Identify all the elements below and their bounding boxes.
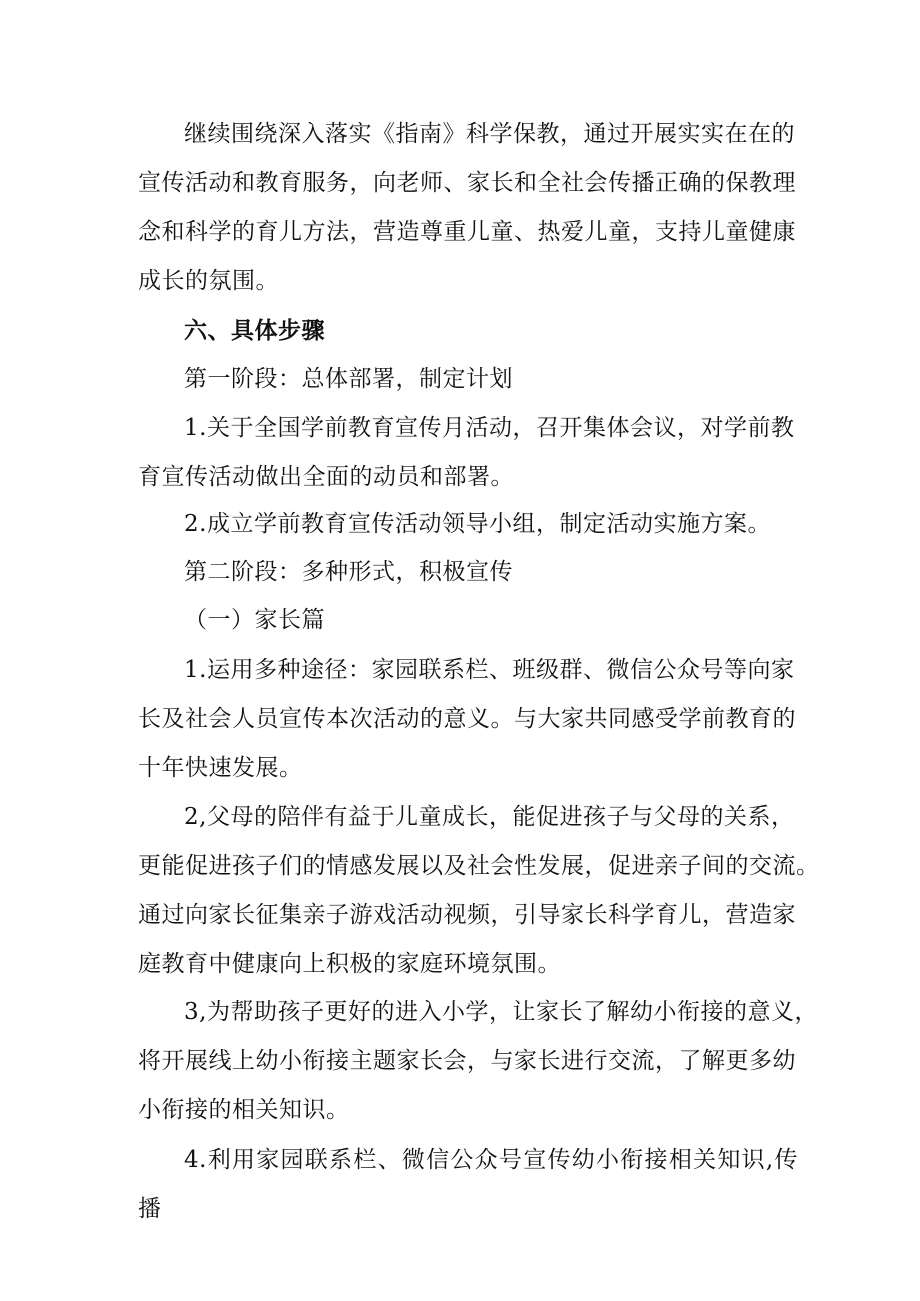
parents-item-2-line-4: 庭教育中健康向上积极的家庭环境氛围。 [138,951,561,977]
intro-line-2: 宣传活动和教育服务，向老师、家长和全社会传播正确的保教理 [138,170,796,196]
phase-one-item-2: 2.成立学前教育宣传活动领导小组，制定活动实施方案。 [184,511,771,537]
intro-paragraph [138,110,798,306]
parents-item-2-line-1: 2,父母的陪伴有益于儿童成长，能促进孩子与父母的关系， [184,804,795,830]
section-heading: 六、具体步骤 [184,318,325,344]
intro-line-1: 继续围绕深入落实《指南》科学保教，通过开展实实在在的 [184,121,795,147]
parents-section-title: （一）家长篇 [184,607,325,633]
parents-item-1-line-3: 十年快速发展。 [138,755,303,781]
phase-one-item-1 [138,404,798,502]
phase-one-item-1-line-1: 1.关于全国学前教育宣传月活动，召开集体会议，对学前教 [184,415,795,441]
parents-item-2-line-2: 更能促进孩子们的情感发展以及社会性发展，促进亲子间的交流。 [138,853,820,879]
parents-item-3 [138,988,818,1135]
intro-line-4: 成长的氛围。 [138,268,279,294]
parents-item-4: 4.利用家园联系栏、微信公众号宣传幼小衔接相关知识,传播 [138,1147,798,1222]
parents-item-3-line-3: 小衔接的相关知识。 [138,1097,350,1123]
parents-item-1-line-1: 1.运用多种途径：家园联系栏、班级群、微信公众号等向家 [184,657,795,683]
parents-item-2-line-3: 通过向家长征集亲子游戏活动视频，引导家长科学育儿，营造家 [138,902,796,928]
parents-item-2 [138,793,820,989]
intro-line-3: 念和科学的育儿方法，营造尊重儿童、热爱儿童，支持儿童健康 [138,219,796,245]
parents-item-1-line-2: 长及社会人员宣传本次活动的意义。与大家共同感受学前教育的 [138,706,796,732]
phase-one-item-1-line-2: 育宣传活动做出全面的动员和部署。 [138,464,514,490]
parents-item-3-line-1: 3,为帮助孩子更好的进入小学，让家长了解幼小衔接的意义， [184,999,818,1025]
phase-one-title: 第一阶段：总体部署，制定计划 [184,366,513,392]
parents-item-3-line-2: 将开展线上幼小衔接主题家长会，与家长进行交流，了解更多幼 [138,1048,796,1074]
parents-item-1 [138,646,798,793]
phase-two-title: 第二阶段：多种形式，积极宣传 [184,559,513,585]
